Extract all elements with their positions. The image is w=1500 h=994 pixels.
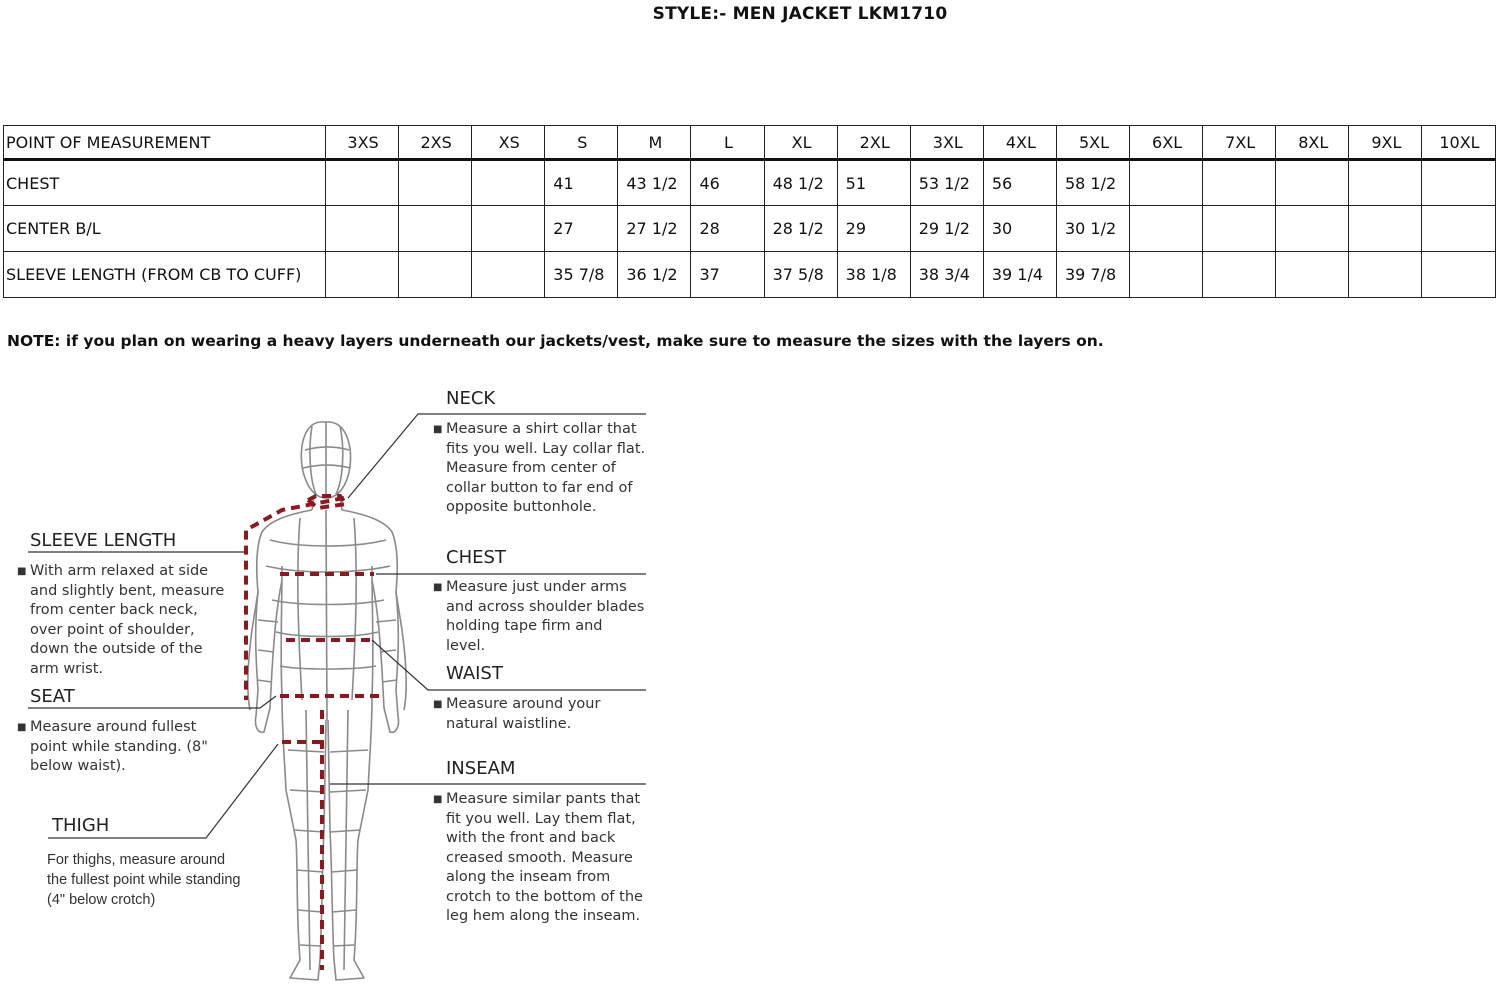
column-header: 2XL xyxy=(837,126,910,160)
size-value-cell: 30 1/2 xyxy=(1056,206,1129,252)
table-row xyxy=(4,160,1496,206)
measurement-name-cell: SLEEVE LENGTH (FROM CB TO CUFF) xyxy=(4,252,326,298)
sizing-note: NOTE: if you plan on wearing a heavy layers underneath our jackets/vest, make sure to measure the sizes with the layers on. xyxy=(7,332,1104,350)
measurement-name-cell: CENTER B/L xyxy=(4,206,326,252)
table-row xyxy=(4,252,1496,298)
seat-text: Measure around fullest point while standing. (8" below waist). xyxy=(30,719,208,774)
size-value-cell: 27 1/2 xyxy=(618,206,691,252)
size-value-cell xyxy=(1276,160,1349,206)
measurement-guide xyxy=(0,370,700,994)
size-value-cell xyxy=(1203,252,1276,298)
size-value-cell: 29 1/2 xyxy=(910,206,983,252)
column-header: 9XL xyxy=(1349,126,1422,160)
size-value-cell: 30 xyxy=(983,206,1056,252)
size-value-cell: 37 5/8 xyxy=(764,252,837,298)
bullet-icon: ■ xyxy=(433,582,443,593)
neck-label: NECK xyxy=(446,388,496,409)
size-value-cell: 36 1/2 xyxy=(618,252,691,298)
column-header: XL xyxy=(764,126,837,160)
size-value-cell: 39 7/8 xyxy=(1056,252,1129,298)
size-value-cell xyxy=(1203,160,1276,206)
size-value-cell xyxy=(1349,252,1422,298)
waist-text: Measure around your natural waistline. xyxy=(446,696,601,732)
size-value-cell: 38 1/8 xyxy=(837,252,910,298)
inseam-description xyxy=(433,790,646,927)
size-value-cell: 58 1/2 xyxy=(1056,160,1129,206)
column-header: 3XS xyxy=(326,126,399,160)
size-value-cell: 43 1/2 xyxy=(618,160,691,206)
size-value-cell: 28 xyxy=(691,206,764,252)
size-value-cell xyxy=(472,252,545,298)
size-value-cell xyxy=(326,252,399,298)
column-header: 8XL xyxy=(1276,126,1349,160)
table-header-row xyxy=(4,126,1496,160)
sleeve-length-text: With arm relaxed at side and slightly bent, measure from center back neck, over point of shoulder, down the outside of the arm wrist. xyxy=(30,563,225,677)
inseam-text: Measure similar pants that fit you well. Lay them flat, with the front and back creased smooth. Measure along the inseam from crotch to the bottom of the leg hem along the inseam. xyxy=(446,791,643,924)
size-value-cell xyxy=(472,206,545,252)
column-header: 3XL xyxy=(910,126,983,160)
size-value-cell xyxy=(1422,206,1495,252)
size-value-cell: 28 1/2 xyxy=(764,206,837,252)
size-value-cell: 41 xyxy=(545,160,618,206)
seat-description xyxy=(17,718,210,777)
column-header: 2XS xyxy=(399,126,472,160)
column-header: POINT OF MEASUREMENT xyxy=(4,126,326,160)
thigh-label: THIGH xyxy=(52,815,110,836)
chest-text: Measure just under arms and across shoulder blades holding tape firm and level. xyxy=(446,579,645,654)
column-header: 6XL xyxy=(1130,126,1203,160)
size-value-cell: 37 xyxy=(691,252,764,298)
size-value-cell xyxy=(1349,206,1422,252)
size-value-cell: 48 1/2 xyxy=(764,160,837,206)
bullet-icon: ■ xyxy=(17,566,27,577)
size-value-cell: 53 1/2 xyxy=(910,160,983,206)
size-value-cell xyxy=(1130,160,1203,206)
neck-text: Measure a shirt collar that fits you well. Lay collar flat. Measure from center of collar button to far end of opposite buttonhole. xyxy=(446,421,646,515)
table-row xyxy=(4,206,1496,252)
size-value-cell xyxy=(399,252,472,298)
page-title: STYLE:- MEN JACKET LKM1710 xyxy=(652,4,948,24)
table-body xyxy=(4,160,1496,298)
thigh-description: For thighs, measure around the fullest point while standing (4" below crotch) xyxy=(47,852,241,908)
size-value-cell xyxy=(1203,206,1276,252)
size-value-cell xyxy=(1422,252,1495,298)
size-value-cell xyxy=(1130,252,1203,298)
chest-label: CHEST xyxy=(446,547,506,568)
size-value-cell: 39 1/4 xyxy=(983,252,1056,298)
sleeve-length-label: SLEEVE LENGTH xyxy=(30,530,177,551)
column-header: 7XL xyxy=(1203,126,1276,160)
column-header: L xyxy=(691,126,764,160)
size-value-cell: 46 xyxy=(691,160,764,206)
measurement-lines xyxy=(246,496,380,970)
bullet-icon: ■ xyxy=(433,794,443,805)
size-value-cell xyxy=(1276,252,1349,298)
bullet-icon: ■ xyxy=(433,424,443,435)
size-value-cell: 38 3/4 xyxy=(910,252,983,298)
measurement-name-cell: CHEST xyxy=(4,160,326,206)
column-header: S xyxy=(545,126,618,160)
bullet-icon: ■ xyxy=(433,699,443,710)
size-value-cell xyxy=(1130,206,1203,252)
size-chart-table xyxy=(3,125,1496,298)
sleeve-length-description xyxy=(17,562,230,679)
inseam-label: INSEAM xyxy=(446,758,516,779)
size-value-cell: 27 xyxy=(545,206,618,252)
size-value-cell xyxy=(326,206,399,252)
size-value-cell xyxy=(399,160,472,206)
size-value-cell xyxy=(326,160,399,206)
column-header: 10XL xyxy=(1422,126,1495,160)
waist-label: WAIST xyxy=(446,663,503,684)
size-value-cell xyxy=(472,160,545,206)
size-value-cell: 51 xyxy=(837,160,910,206)
size-value-cell xyxy=(1349,160,1422,206)
size-value-cell: 29 xyxy=(837,206,910,252)
column-header: 4XL xyxy=(983,126,1056,160)
size-value-cell xyxy=(1422,160,1495,206)
bullet-icon: ■ xyxy=(17,722,27,733)
chest-description xyxy=(433,578,646,656)
column-header: XS xyxy=(472,126,545,160)
size-value-cell: 35 7/8 xyxy=(545,252,618,298)
seat-label: SEAT xyxy=(30,686,75,707)
size-value-cell: 56 xyxy=(983,160,1056,206)
waist-description xyxy=(433,695,611,734)
size-value-cell xyxy=(1276,206,1349,252)
column-header: M xyxy=(618,126,691,160)
size-value-cell xyxy=(399,206,472,252)
neck-description xyxy=(433,420,651,518)
column-header: 5XL xyxy=(1056,126,1129,160)
